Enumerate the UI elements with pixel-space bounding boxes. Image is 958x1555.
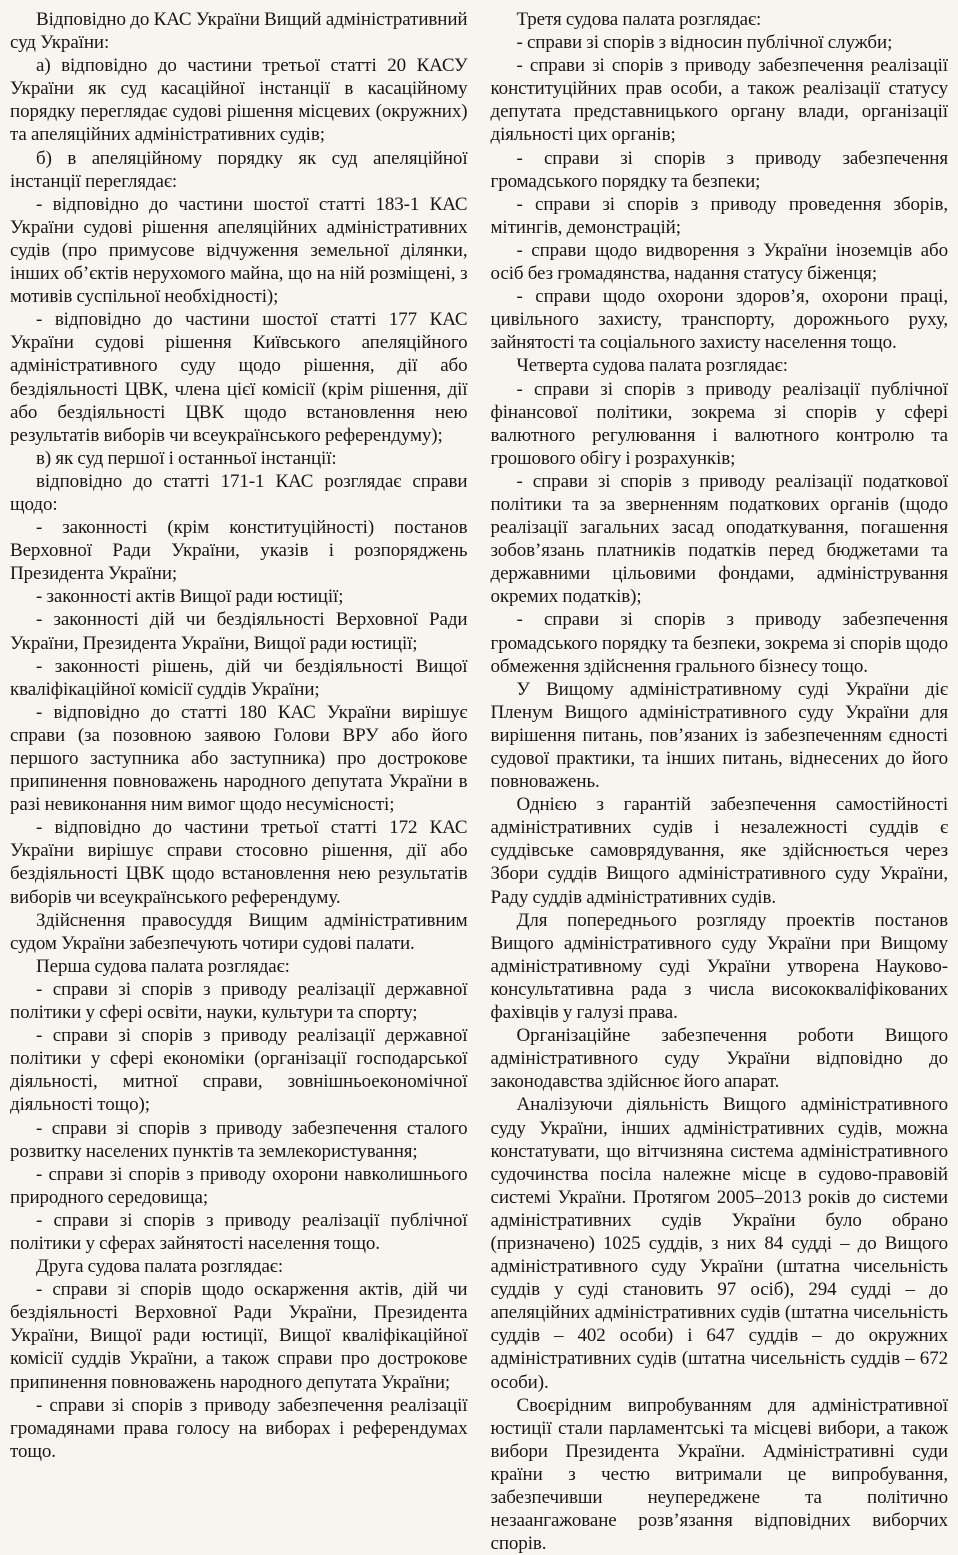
paragraph: - справи щодо охорони здоров’я, охорони праці, цивільного захисту, транспорту, дорожнього руху, зайнятості та соціального захисту населення тощо. <box>490 286 948 354</box>
paragraph: - відповідно до частини третьої статті 172 КАС України вирішує справи стосовно рішення, дії або бездіяльності ЦВК щодо встановлення нею результатів виборів чи всеукраїнського референдуму. <box>10 817 468 908</box>
paragraph: - справи зі спорів з приводу реалізації державної політики у сфері освіти, науки, культури та спорту; <box>10 978 468 1024</box>
paragraph: Аналізуючи діяльність Вищого адміністративного суду України, інших адміністративних судів, можна констатувати, що вітчизняна система адміністративного судочинства посіла належне місце в судово-правовій системі України. Протягом 2005–2013 років до системи адміністративних судів України було обрано (призначено) 1025 суддів, з них 84 судді – до Вищого адміністративного суду України (штатна чисельність суддів у суді становить 97 осіб), 294 судді – до апеляційних адміністративних судів (штатна чисельність суддів – 402 особи) і 647 суддів – до окружних адміністративних судів (штатна чисельність суддів – 672 особи). <box>490 1094 948 1393</box>
paragraph: Друга судова палата розглядає: <box>36 1256 284 1278</box>
paragraph: Своєрідним випробуванням для адміністративної юстиції стали парламентські та місцеві вибори, а також вибори Президента України. Адміністративні суди країни з честю витримали це випробування, забезпечивши неупереджене та політично незаангажоване розв’язання відповідних виборчих спорів. <box>490 1394 948 1555</box>
paragraph: - справи зі спорів з приводу забезпечення реалізації громадянами права голосу на виборах і референдумах тощо. <box>10 1394 468 1462</box>
paragraph: - законності актів Вищої ради юстиції; <box>36 586 344 608</box>
paragraph: - справи зі спорів щодо оскарження актів, дій чи бездіяльності Верховної Ради України, Президента України, Вищої ради юстиції, Вищої кваліфікаційної комісії суддів України, а також справи про дострокове припинення повноважень народного депутата України; <box>10 1279 468 1393</box>
paragraph: У Вищому адміністративному суді України діє Пленум Вищого адміністративного суду України для вирішення питань, пов’язаних із забезпеченням єдності судової практики, та інших питань, віднесених до його повноважень. <box>490 678 948 793</box>
paragraph: - справи зі спорів з приводу забезпечення громадського порядку та безпеки, зокрема зі спорів щодо обмеження здійснення грального бізнесу тощо. <box>490 609 948 677</box>
paragraph: Перша судова палата розглядає: <box>36 955 290 977</box>
paragraph: - законності рішень, дій чи бездіяльності Вищої кваліфікаційної комісії суддів України; <box>10 655 468 700</box>
paragraph: - справи зі спорів з відносин публічної служби; <box>516 32 893 54</box>
paragraph: - справи зі спорів з приводу реалізації податкової політики та за зверненням податкових органів (щодо реалізації загальних засад оподаткування, погашення зобов’язань платників податків перед бюджетами та державними цільовими фондами, адміністрування окремих податків); <box>490 470 948 608</box>
paragraph: а) відповідно до частини третьої статті 20 КАСУ України як суд касаційної інстанції в касаційному порядку переглядає судові рішення місцевих (окружних) та апеляційних адміністративних судів; <box>10 55 468 146</box>
paragraph: - справи зі спорів з приводу забезпечення сталого розвитку населених пунктів та землекористування; <box>10 1117 468 1162</box>
text-column-right <box>490 8 949 1555</box>
paragraph: Третя судова палата розглядає: <box>516 9 762 30</box>
paragraph: - справи зі спорів з приводу проведення зборів, мітингів, демонстрацій; <box>490 193 948 238</box>
paragraph: - законності (крім конституційності) постанов Верховної Ради України, указів і розпоряджень Президента України; <box>10 517 468 585</box>
paragraph: - відповідно до частини шостої статті 177 КАС України судові рішення Київського апеляційного адміністративного суду щодо рішення, дії або бездіяльності ЦВК, члена цієї комісії (крім рішення, дії або бездіяльності ЦВК щодо встановлення нею результатів виборів чи всеукраїнського референдуму); <box>10 309 468 446</box>
paragraph: - відповідно до частини шостої статті 183-1 КАС України судові рішення апеляційних адміністративних судів (про примусове відчуження земельної ділянки, інших об’єктів нерухомого майна, що на ній розміщені, з мотивів суспільної необхідності); <box>10 193 468 308</box>
paragraph: Організаційне забезпечення роботи Вищого адміністративного суду України відповідно до законодавства здійснює його апарат. <box>490 1025 948 1093</box>
paragraph: Відповідно до КАС України Вищий адміністративний суд України: <box>10 9 468 54</box>
paragraph: в) як суд першої і останньої інстанції: <box>36 447 337 469</box>
paragraph: - відповідно до статті 180 КАС України вирішує справи (за позовною заявою Голови ВРУ або його першого заступника або заступника) про дострокове припинення повноважень народного депутата України в разі невиконання ним вимог щодо несумісності; <box>10 701 468 816</box>
paragraph: - законності дій чи бездіяльності Верховної Ради України, Президента України, Вищої ради юстиції; <box>10 609 468 654</box>
paragraph: Здійснення правосуддя Вищим адміністративним судом України забезпечують чотири судові палати. <box>10 909 468 954</box>
paragraph: - справи щодо видворення з України іноземців або осіб без громадянства, надання статусу біженця; <box>490 239 948 285</box>
paragraph: - справи зі спорів з приводу реалізації публічної політики у сферах зайнятості населення тощо. <box>10 1209 468 1254</box>
text-column-left <box>10 8 468 1462</box>
paragraph: Однією з гарантій забезпечення самостійності адміністративних судів і незалежності суддів є суддівське самоврядування, яке здійснюється через Збори суддів Вищого адміністративного суду України, Раду суддів адміністративних судів. <box>490 794 948 908</box>
paragraph: Для попереднього розгляду проектів постанов Вищого адміністративного суду України при Вищому адміністративному суді України утворена Науково-консультативна рада з числа висококваліфікованих фахівців у галузі права. <box>490 909 948 1024</box>
paragraph: Четверта судова палата розглядає: <box>516 355 788 377</box>
paragraph: б) в апеляційному порядку як суд апеляційної інстанції переглядає: <box>10 147 468 192</box>
paragraph: - справи зі спорів з приводу реалізації публічної фінансової політики, зокрема зі спорів у сфері валютного регулювання і валютного контролю та грошового обігу і розрахунків; <box>490 378 948 469</box>
paragraph: відповідно до статті 171-1 КАС розглядає справи щодо: <box>10 470 468 515</box>
paragraph: - справи зі спорів з приводу забезпечення громадського порядку та безпеки; <box>490 147 948 192</box>
paragraph: - справи зі спорів з приводу реалізації державної політики у сфері економіки (організації господарської діяльності, митної справи, зовнішньоекономічної діяльності тощо); <box>10 1025 468 1116</box>
paragraph: - справи зі спорів з приводу забезпечення реалізації конституційних прав особи, а також реалізації статусу депутата представницького органу влади, організації діяльності цих органів; <box>490 55 948 146</box>
paragraph: - справи зі спорів з приводу охорони навколишнього природного середовища; <box>10 1163 468 1208</box>
